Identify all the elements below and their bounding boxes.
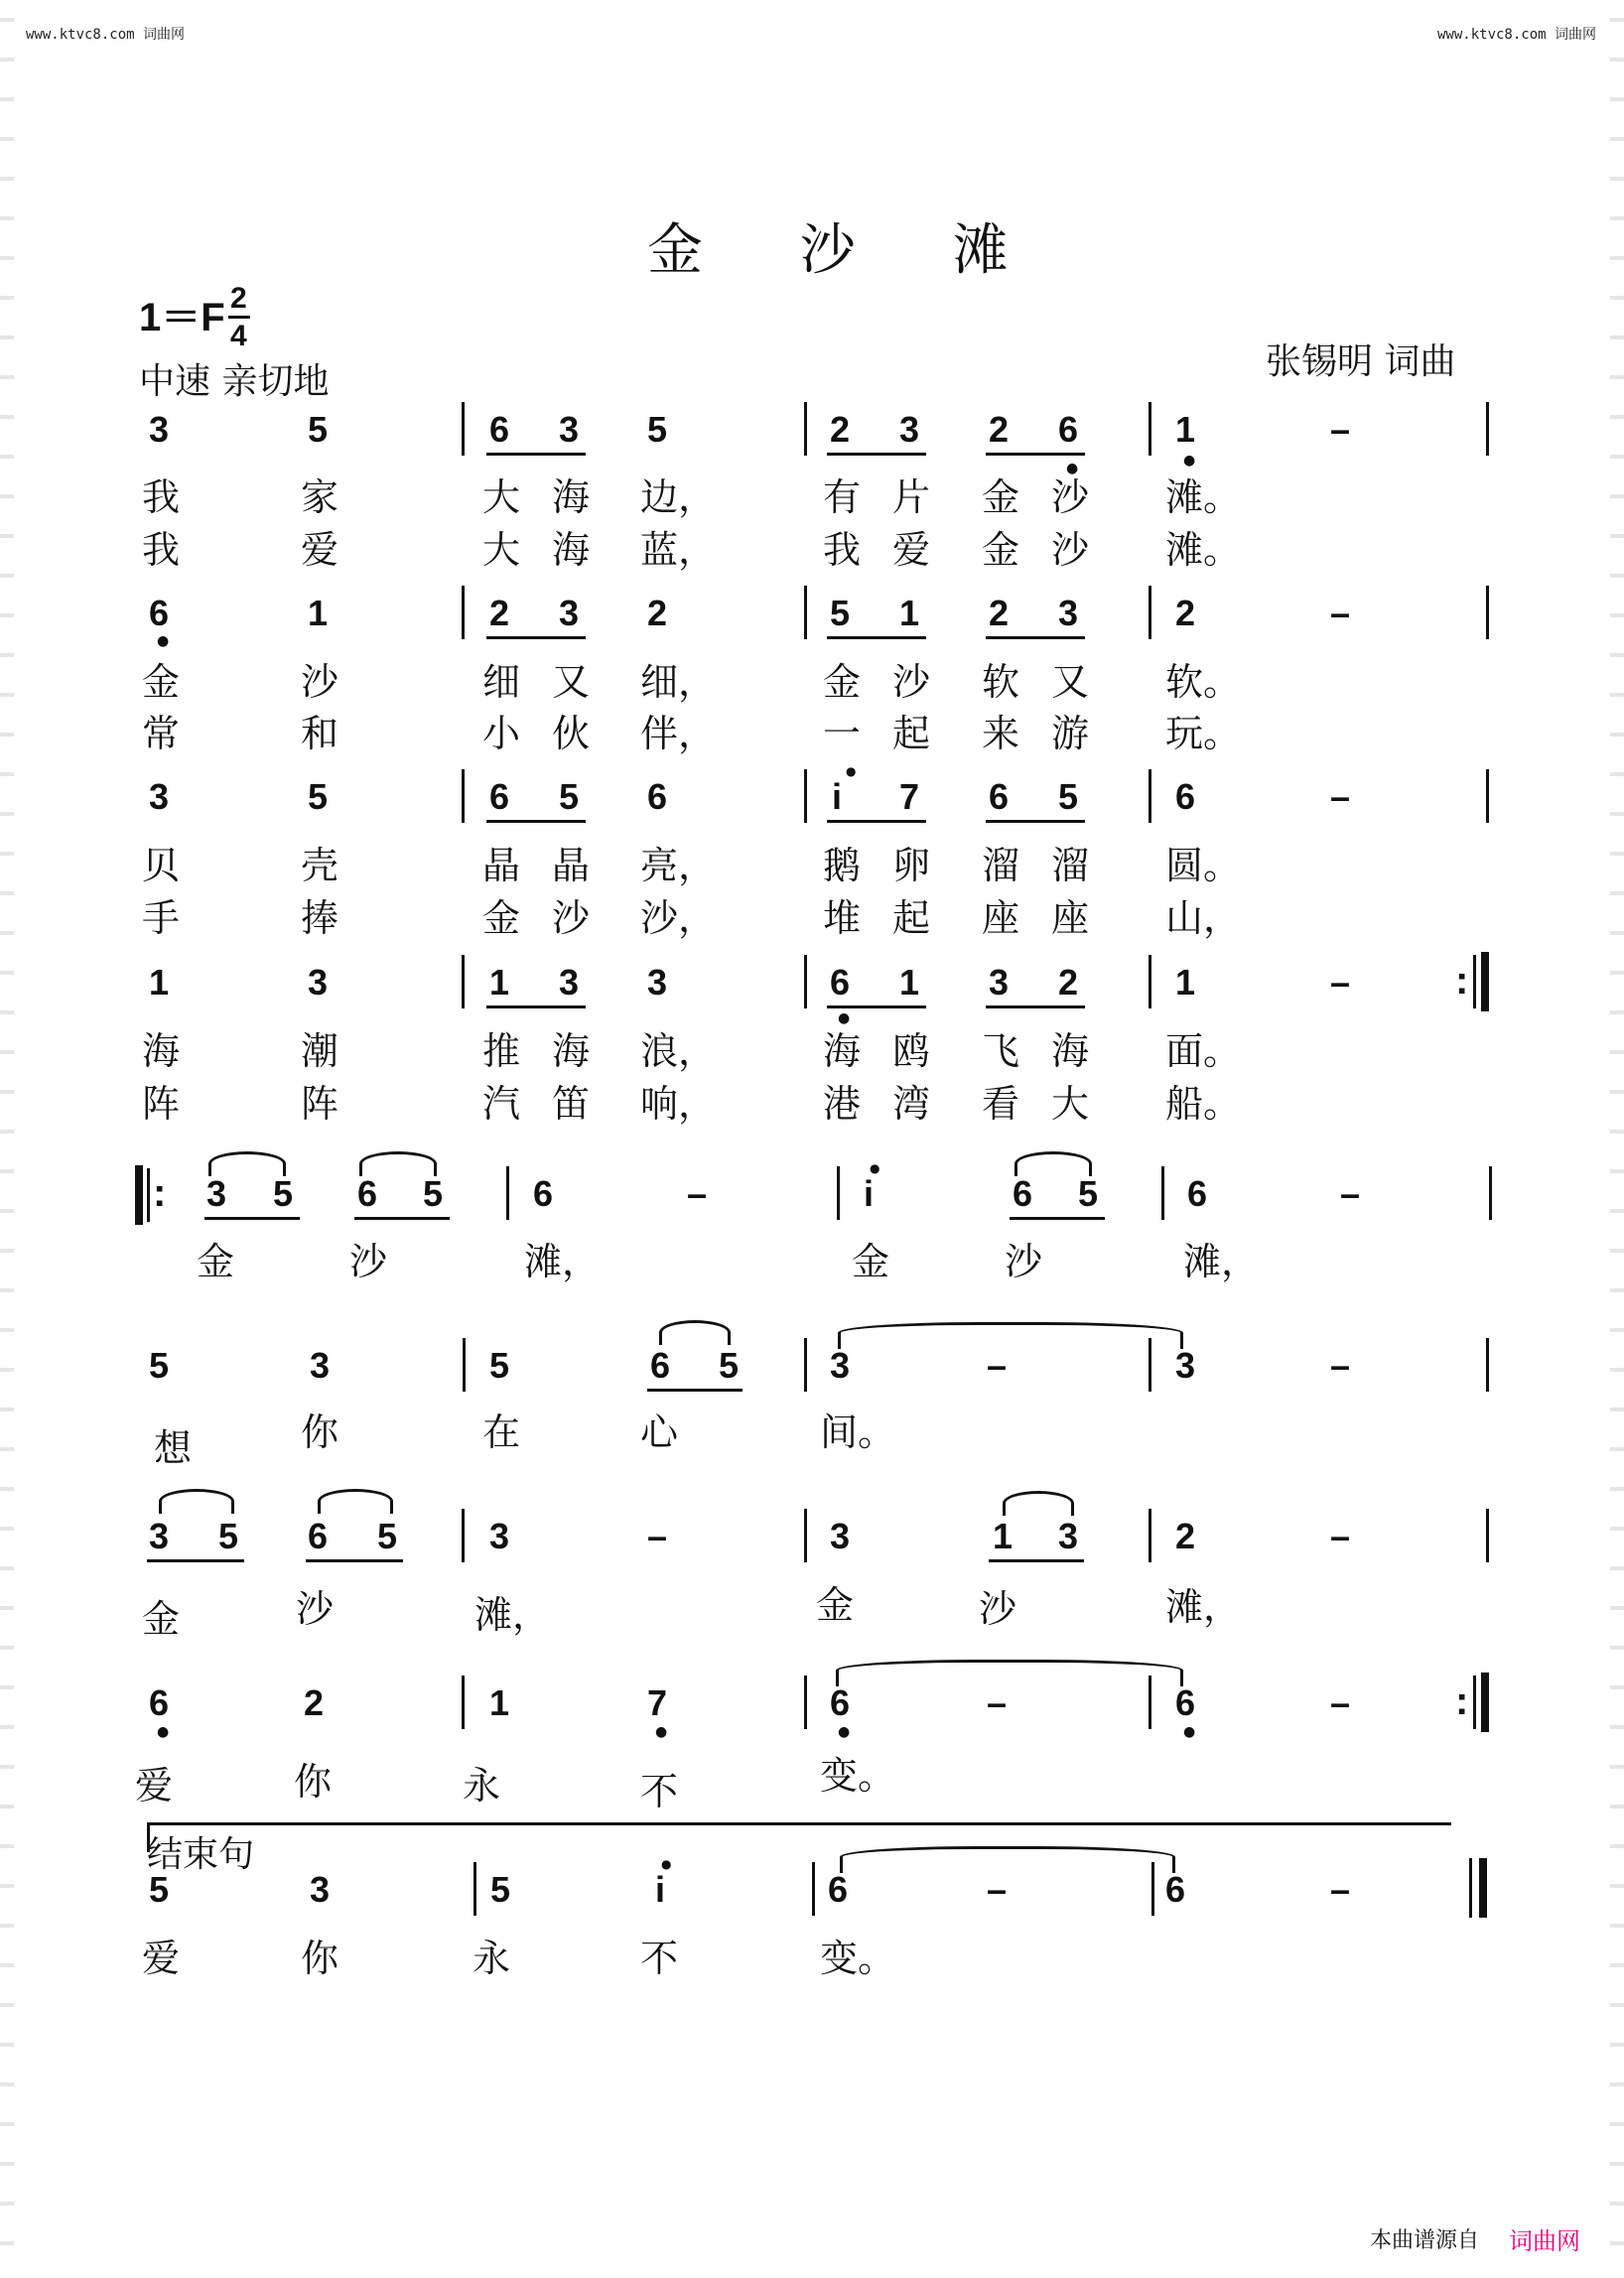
lyric: 溜	[1051, 844, 1090, 887]
bar-line	[1473, 1675, 1476, 1729]
bar-line	[506, 1166, 509, 1220]
note: 2	[989, 593, 1010, 633]
bar-line	[1469, 1858, 1472, 1918]
lyric: 永	[463, 1764, 501, 1808]
lyric: 软	[982, 660, 1020, 704]
repeat-dots: :	[153, 1171, 167, 1215]
beat-underline	[486, 1005, 586, 1008]
footer-source-label: 本曲谱源自	[1370, 2228, 1480, 2253]
note: 5	[559, 776, 580, 817]
dash: –	[1340, 1173, 1361, 1214]
note: 3	[647, 962, 668, 1003]
note: 1	[899, 593, 920, 633]
lyric: 大	[482, 528, 521, 572]
lyric: 又	[552, 660, 591, 704]
note: 3	[149, 776, 170, 817]
lyric: 金	[852, 1240, 890, 1283]
beat-underline	[827, 820, 926, 823]
beat-underline	[647, 1389, 743, 1392]
lyric: 鸥	[892, 1029, 931, 1073]
slur	[159, 1489, 234, 1514]
lyric: 滩，	[1165, 1585, 1242, 1629]
low-octave-dot: ●	[1183, 1724, 1196, 1740]
tempo-marking: 中速 亲切地	[139, 361, 330, 402]
note: 3	[830, 1345, 851, 1386]
footer-source-link[interactable]: 词曲网	[1509, 2227, 1580, 2255]
bar-line	[1149, 402, 1151, 456]
note: 6	[647, 776, 668, 817]
lyric: 常	[142, 712, 181, 755]
lyric: 滩，	[524, 1240, 601, 1283]
lyric: 船。	[1165, 1082, 1242, 1126]
bar-line	[1486, 586, 1489, 639]
high-octave-dot: ●	[870, 1161, 880, 1175]
dash: –	[987, 1682, 1008, 1723]
beat-underline	[986, 453, 1085, 456]
note: 1	[899, 962, 920, 1003]
low-octave-dot: ●	[1183, 453, 1196, 469]
lyric: 沙	[1005, 1240, 1043, 1283]
dash: –	[1330, 1516, 1351, 1556]
note: 6	[1187, 1173, 1208, 1214]
beat-underline	[986, 1005, 1085, 1008]
beat-underline	[306, 1559, 403, 1562]
lyric: 我	[142, 528, 181, 572]
bar-line	[804, 402, 807, 456]
slur	[659, 1320, 731, 1345]
note: 2	[1175, 1516, 1196, 1556]
bar-line	[1149, 1509, 1151, 1562]
beat-underline	[486, 820, 586, 823]
note: 5	[149, 1869, 170, 1910]
note: 1	[489, 962, 510, 1003]
bar-line	[1486, 769, 1489, 823]
repeat-dots: :	[1455, 1679, 1469, 1723]
lyric: 金	[816, 1583, 855, 1627]
lyric: 阵	[301, 1082, 339, 1126]
lyric: 我	[823, 528, 862, 572]
lyric: 你	[294, 1760, 333, 1804]
note: 1	[1175, 409, 1196, 450]
lyric: 金	[197, 1240, 235, 1283]
dash: –	[1330, 1682, 1351, 1723]
note: 2	[489, 593, 510, 633]
lyric: 家	[301, 475, 339, 519]
bar-line	[804, 769, 807, 823]
note: 5	[149, 1345, 170, 1386]
key-signature: 1＝F	[139, 296, 225, 339]
lyric: 港	[823, 1082, 862, 1126]
lyric: 玩。	[1165, 712, 1242, 755]
lyric: 海	[142, 1029, 181, 1073]
lyric: 间。	[820, 1410, 896, 1454]
lyric: 沙	[892, 660, 931, 704]
lyric: 爱	[142, 1937, 181, 1980]
lyric: 海	[552, 528, 591, 572]
note: 3	[308, 962, 329, 1003]
lyric: 面。	[1165, 1029, 1242, 1073]
note: 6	[357, 1173, 378, 1214]
lyric: 圆。	[1165, 844, 1242, 887]
lyric: 海	[552, 475, 591, 519]
lyric: 推	[482, 1029, 521, 1073]
note: 5	[423, 1173, 444, 1214]
lyric: 在	[482, 1410, 521, 1454]
bar-line	[1149, 1675, 1151, 1729]
note: 6	[830, 1682, 851, 1723]
lyric: 座	[982, 896, 1020, 940]
note: 6	[149, 1682, 170, 1723]
note: 5	[719, 1345, 740, 1386]
dash: –	[1330, 1869, 1351, 1910]
lyric: 山，	[1165, 896, 1242, 940]
lyric: 晶	[552, 844, 591, 887]
lyric: 座	[1051, 896, 1090, 940]
lyric: 沙	[349, 1240, 388, 1283]
lyric: 笛	[552, 1082, 591, 1126]
note: 3	[310, 1869, 331, 1910]
lyric: 爱	[135, 1764, 174, 1808]
bar-line	[804, 1338, 807, 1392]
lyric: 爱	[301, 528, 339, 572]
note: 6	[1175, 1682, 1196, 1723]
bar-line	[462, 586, 465, 639]
lyric: 和	[301, 712, 339, 755]
note: 3	[899, 409, 920, 450]
dash: –	[1330, 962, 1351, 1003]
note: i	[864, 1173, 875, 1214]
beat-underline	[486, 453, 586, 456]
beat-underline	[986, 636, 1085, 639]
bar-line	[837, 1166, 840, 1220]
beat-underline	[986, 820, 1085, 823]
left-watermark-strip	[0, 0, 14, 2278]
lyric: 滩，	[474, 1593, 551, 1637]
note: 6	[308, 1516, 329, 1556]
lyric: 看	[982, 1082, 1020, 1126]
repeat-dots: :	[1455, 959, 1469, 1003]
note: 6	[650, 1345, 671, 1386]
low-octave-dot: ●	[157, 633, 170, 649]
note: 2	[304, 1682, 325, 1723]
lyric: 我	[142, 475, 181, 519]
bar-line	[1486, 1338, 1489, 1392]
note: 3	[559, 962, 580, 1003]
note: 5	[308, 409, 329, 450]
repeat-end-bar	[1481, 1673, 1489, 1732]
lyric: 想	[154, 1426, 193, 1470]
lyric: 堆	[823, 896, 862, 940]
beat-underline	[354, 1217, 450, 1220]
note: 1	[308, 593, 329, 633]
note: 3	[149, 1516, 170, 1556]
beat-underline	[827, 453, 926, 456]
bar-line	[462, 955, 465, 1008]
lyric: 潮	[301, 1029, 339, 1073]
bar-line	[1486, 402, 1489, 456]
bar-line	[1161, 1166, 1164, 1220]
lyric: 有	[823, 475, 862, 519]
low-octave-dot: ●	[838, 1724, 851, 1740]
lyric: 边，	[640, 475, 717, 519]
note: 3	[1058, 593, 1079, 633]
lyric: 沙，	[640, 896, 717, 940]
beat-underline	[486, 636, 586, 639]
lyric: 汽	[482, 1082, 521, 1126]
lyric: 变。	[820, 1754, 896, 1798]
lyric: 不	[640, 1770, 679, 1813]
slur	[1003, 1491, 1074, 1516]
lyric: 又	[1051, 660, 1090, 704]
lyric: 溜	[982, 844, 1020, 887]
lyric: 沙	[979, 1587, 1017, 1631]
note: 5	[377, 1516, 398, 1556]
note: 2	[1175, 593, 1196, 633]
repeat-start-bar	[135, 1165, 143, 1225]
lyric: 贝	[142, 844, 181, 887]
lyric: 滩。	[1165, 475, 1242, 519]
bar-line	[462, 769, 465, 823]
lyric: 鹅	[823, 844, 862, 887]
ending-bracket-line	[147, 1822, 1451, 1825]
bar-line	[462, 1509, 465, 1562]
beat-underline	[204, 1217, 300, 1220]
dash: –	[687, 1173, 708, 1214]
note: 1	[149, 962, 170, 1003]
note: 3	[206, 1173, 227, 1214]
meter-bottom: 4	[230, 320, 247, 352]
lyric: 细，	[640, 660, 717, 704]
dash: –	[987, 1345, 1008, 1386]
low-octave-dot: ●	[1066, 461, 1079, 476]
bar-line	[462, 402, 465, 456]
ending-label: 结束句	[147, 1834, 255, 1875]
meter-line	[228, 316, 250, 319]
lyric: 你	[301, 1937, 339, 1980]
bar-line	[1149, 955, 1151, 1008]
lyric: 阵	[142, 1082, 181, 1126]
note: 5	[218, 1516, 239, 1556]
repeat-end-bar	[1481, 952, 1489, 1011]
beat-underline	[827, 1005, 926, 1008]
low-octave-dot: ●	[655, 1724, 668, 1740]
beat-underline	[989, 1559, 1084, 1562]
lyric: 伴，	[640, 712, 717, 755]
note: 5	[830, 593, 851, 633]
lyric: 伙	[552, 712, 591, 755]
lyric: 大	[482, 475, 521, 519]
lyric: 爱	[892, 528, 931, 572]
lyric: 永	[473, 1937, 511, 1980]
lyric: 软。	[1165, 660, 1242, 704]
bar-line	[1489, 1166, 1492, 1220]
dash: –	[987, 1869, 1008, 1910]
note: 3	[489, 1516, 510, 1556]
bar-line	[804, 1509, 807, 1562]
lyric: 一	[823, 712, 862, 755]
site-url-right: www.ktvc8.com 词曲网	[1437, 27, 1597, 43]
lyric: 捧	[301, 896, 339, 940]
lyric: 起	[892, 712, 931, 755]
bar-line	[1149, 1338, 1151, 1392]
note: 3	[310, 1345, 331, 1386]
lyric: 晶	[482, 844, 521, 887]
lyric: 变。	[820, 1937, 896, 1980]
lyric: 亮，	[640, 844, 717, 887]
bar-line	[463, 1338, 466, 1392]
note: 2	[1058, 962, 1079, 1003]
note: 6	[489, 409, 510, 450]
note: 6	[830, 962, 851, 1003]
lyric: 海	[1051, 1029, 1090, 1073]
lyric: 金	[142, 660, 181, 704]
note: 6	[1013, 1173, 1033, 1214]
lyric: 滩。	[1165, 528, 1242, 572]
note: 5	[490, 1869, 511, 1910]
note: 6	[989, 776, 1010, 817]
beat-underline	[1010, 1217, 1105, 1220]
lyric: 细	[482, 660, 521, 704]
note: 6	[489, 776, 510, 817]
lyric: 金	[482, 896, 521, 940]
high-octave-dot: ●	[661, 1857, 672, 1871]
lyric: 金	[823, 660, 862, 704]
beat-underline	[827, 636, 926, 639]
note: 5	[1058, 776, 1079, 817]
bar-line	[1149, 769, 1151, 823]
lyric: 卵	[892, 844, 931, 887]
lyric: 小	[482, 712, 521, 755]
lyric: 游	[1051, 712, 1090, 755]
meter-top: 2	[230, 282, 247, 315]
lyric: 沙	[1051, 475, 1090, 519]
note: 2	[830, 409, 851, 450]
bar-line	[804, 586, 807, 639]
note: 1	[1175, 962, 1196, 1003]
lyric: 手	[142, 896, 181, 940]
bar-line	[1151, 1862, 1154, 1916]
note: 6	[1175, 776, 1196, 817]
tie	[840, 1846, 1175, 1873]
bar-line	[1473, 955, 1476, 1008]
lyric: 飞	[982, 1029, 1020, 1073]
bar-line	[804, 955, 807, 1008]
bar-line	[804, 1675, 807, 1729]
high-octave-dot: ●	[846, 764, 857, 778]
note: 6	[533, 1173, 554, 1214]
note: 3	[559, 593, 580, 633]
bar-line	[474, 1862, 476, 1916]
final-bar	[1479, 1858, 1487, 1918]
tie	[838, 1322, 1183, 1349]
lyric: 沙	[301, 660, 339, 704]
low-octave-dot: ●	[157, 1724, 170, 1740]
lyric: 浪，	[640, 1029, 717, 1073]
lyric: 壳	[301, 844, 339, 887]
bar-line	[812, 1862, 815, 1916]
note: 1	[993, 1516, 1014, 1556]
note: 6	[1165, 1869, 1186, 1910]
note: 5	[489, 1345, 510, 1386]
bar-line	[1149, 586, 1151, 639]
note: i	[832, 776, 843, 817]
dash: –	[1330, 776, 1351, 817]
lyric: 金	[142, 1597, 181, 1641]
lyric: 沙	[1051, 528, 1090, 572]
lyric: 不	[640, 1937, 679, 1980]
beat-underline	[147, 1559, 244, 1562]
lyric: 金	[982, 475, 1020, 519]
lyric: 来	[982, 712, 1020, 755]
bar-line	[147, 1168, 150, 1222]
lyric: 你	[301, 1410, 339, 1454]
right-watermark-strip	[1610, 0, 1624, 2278]
lyric: 金	[982, 528, 1020, 572]
lyric: 响，	[640, 1082, 717, 1126]
note: 2	[989, 409, 1010, 450]
note: 5	[1078, 1173, 1099, 1214]
note: 3	[149, 409, 170, 450]
lyric: 湾	[892, 1082, 931, 1126]
note: 6	[149, 593, 170, 633]
lyric: 片	[892, 475, 931, 519]
note: 7	[647, 1682, 668, 1723]
dash: –	[1330, 1345, 1351, 1386]
lyric: 沙	[296, 1587, 335, 1631]
lyric: 沙	[552, 896, 591, 940]
note: 5	[273, 1173, 294, 1214]
lyric: 海	[823, 1029, 862, 1073]
bar-line	[1486, 1509, 1489, 1562]
lyric: 大	[1051, 1082, 1090, 1126]
low-octave-dot: ●	[838, 1010, 851, 1026]
note: 3	[830, 1516, 851, 1556]
lyric: 蓝，	[640, 528, 717, 572]
note: 3	[1175, 1345, 1196, 1386]
lyric: 海	[552, 1029, 591, 1073]
note: 3	[1058, 1516, 1079, 1556]
dash: –	[647, 1516, 668, 1556]
note: 7	[899, 776, 920, 817]
song-title: 金 沙 滩	[647, 218, 1048, 283]
dash: –	[1330, 593, 1351, 633]
note: 3	[559, 409, 580, 450]
note: 5	[308, 776, 329, 817]
composer-credit: 张锡明 词曲	[1266, 341, 1456, 382]
lyric: 起	[892, 896, 931, 940]
tie	[836, 1660, 1183, 1686]
note: 2	[647, 593, 668, 633]
dash: –	[1330, 409, 1351, 450]
bar-line	[462, 1675, 465, 1729]
note: 6	[828, 1869, 849, 1910]
site-url-left: www.ktvc8.com 词曲网	[26, 27, 186, 43]
note: i	[655, 1869, 666, 1910]
note: 3	[989, 962, 1010, 1003]
note: 5	[647, 409, 668, 450]
note: 6	[1058, 409, 1079, 450]
slur	[318, 1489, 393, 1514]
lyric: 心	[640, 1410, 679, 1454]
note: 1	[489, 1682, 510, 1723]
lyric: 滩，	[1183, 1240, 1260, 1283]
